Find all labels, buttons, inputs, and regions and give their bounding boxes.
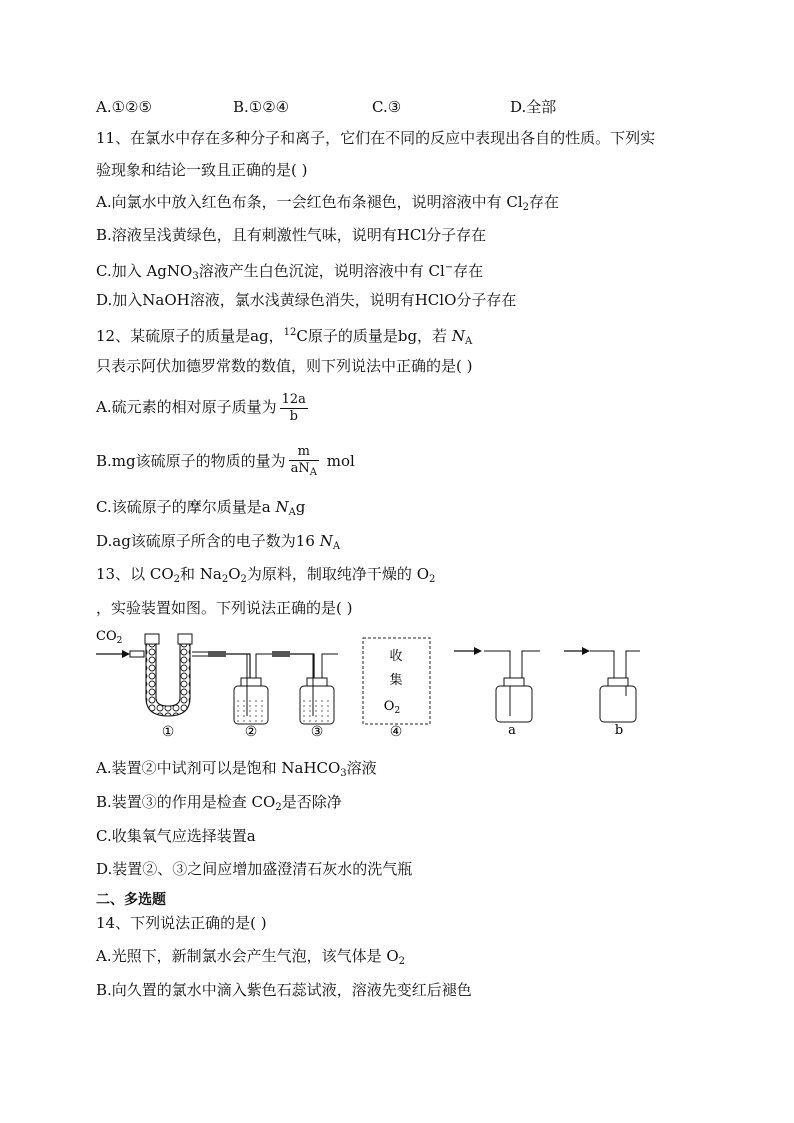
q11-option-d: D.加入NaOH溶液，氯水浅黄绿色消失，说明有HClO分子存在 bbox=[96, 291, 517, 309]
q12-stem-1: 12、某硫原子的质量是ag，$^{12}$C原子的质量是bg，若 $N_A$ bbox=[96, 327, 473, 347]
u-tube-device-1 bbox=[130, 634, 226, 716]
q13-option-a: A.装置②中试剂可以是饱和 NaHCO$_3$溶液 bbox=[96, 759, 377, 779]
q13-option-c: C.收集氧气应选择装置a bbox=[96, 827, 256, 845]
q10-options bbox=[96, 97, 696, 117]
q14-option-b: B.向久置的氯水中滴入紫色石蕊试液，溶液先变红后褪色 bbox=[96, 981, 472, 999]
q13-option-b: B.装置③的作用是检查 $CO_2$是否除净 bbox=[96, 793, 342, 813]
collection-bottle-a bbox=[454, 647, 540, 722]
q13-stem-2: ，实验装置如图。下列说法正确的是( ) bbox=[96, 599, 353, 617]
device-label-2: ② bbox=[244, 724, 258, 739]
svg-text:O2: $O_2$ bbox=[383, 699, 401, 716]
q12-option-c: C.该硫原子的摩尔质量是a $N_Ag$ bbox=[96, 498, 306, 518]
q13-stem-1: 13、以 $CO_2$和 $Na_2O_2$为原料，制取纯净干燥的 $O_2$ bbox=[96, 565, 436, 585]
section-heading-multiple-choice: 二、多选题 bbox=[96, 892, 166, 908]
q10-option-a: A.①②⑤ bbox=[96, 98, 152, 116]
q10-option-c: C.③ bbox=[372, 98, 402, 116]
q11-stem-1: 11、在氯水中存在多种分子和离子，它们在不同的反应中表现出各自的性质。下列实 bbox=[96, 129, 656, 147]
q12-stem-2: 只表示阿伏加德罗常数的数值，则下列说法中正确的是( ) bbox=[96, 357, 473, 375]
device-label-b: b bbox=[614, 723, 624, 738]
device-label-4: ④ bbox=[389, 724, 403, 739]
svg-text:集: 集 bbox=[389, 673, 403, 688]
q11-option-a: A.向氯水中放入红色布条，一会红色布条褪色，说明溶液中有 $Cl_2$存在 bbox=[96, 193, 560, 213]
q13-option-d: D.装置②、③之间应增加盛澄清石灰水的洗气瓶 bbox=[96, 860, 413, 878]
device-label-1: ① bbox=[161, 724, 175, 739]
fraction-12a-over-b: $\frac{12a}{b}$ bbox=[281, 391, 306, 424]
wash-bottle-device-3 bbox=[300, 654, 338, 724]
q10-option-d: D.全部 bbox=[510, 98, 557, 116]
device-label-a: a bbox=[508, 723, 516, 738]
collection-box-device-4 bbox=[363, 638, 430, 724]
svg-text:收: 收 bbox=[389, 649, 403, 664]
co2-inlet-label: $CO_2$ bbox=[96, 629, 123, 646]
fraction-m-over-aNA: $\frac{m}{aN_A}$ bbox=[290, 443, 317, 478]
q11-option-c: C.加入 AgNO$_3$溶液产生白色沉淀，说明溶液中有 Cl−存在 bbox=[96, 262, 484, 282]
q11-option-b: B.溶液呈浅黄绿色，且有刺激性气味，说明有HCl分子存在 bbox=[96, 226, 487, 244]
q14-option-a: A.光照下，新制氯水会产生气泡，该气体是 $O_2$ bbox=[96, 947, 406, 967]
q12-option-a: A.硫元素的相对原子质量为 $\frac{12a}{b}$ bbox=[96, 391, 306, 424]
device-label-3: ③ bbox=[310, 724, 324, 739]
inlet-arrow-icon bbox=[96, 650, 130, 658]
q11-stem-2: 验现象和结论一致且正确的是( ) bbox=[96, 161, 308, 179]
apparatus-figure bbox=[92, 624, 652, 739]
q14-stem: 14、下列说法正确的是( ) bbox=[96, 914, 267, 932]
q12-option-b: B.mg该硫原子的物质的量为 $\frac{m}{aN_A}$ mol bbox=[96, 441, 355, 481]
q10-option-b: B.①②④ bbox=[233, 98, 290, 116]
collection-bottle-b bbox=[564, 647, 640, 722]
wash-bottle-device-2 bbox=[234, 651, 290, 724]
q12-option-d: D.ag该硫原子所含的电子数为16 $N_A$ bbox=[96, 532, 341, 552]
